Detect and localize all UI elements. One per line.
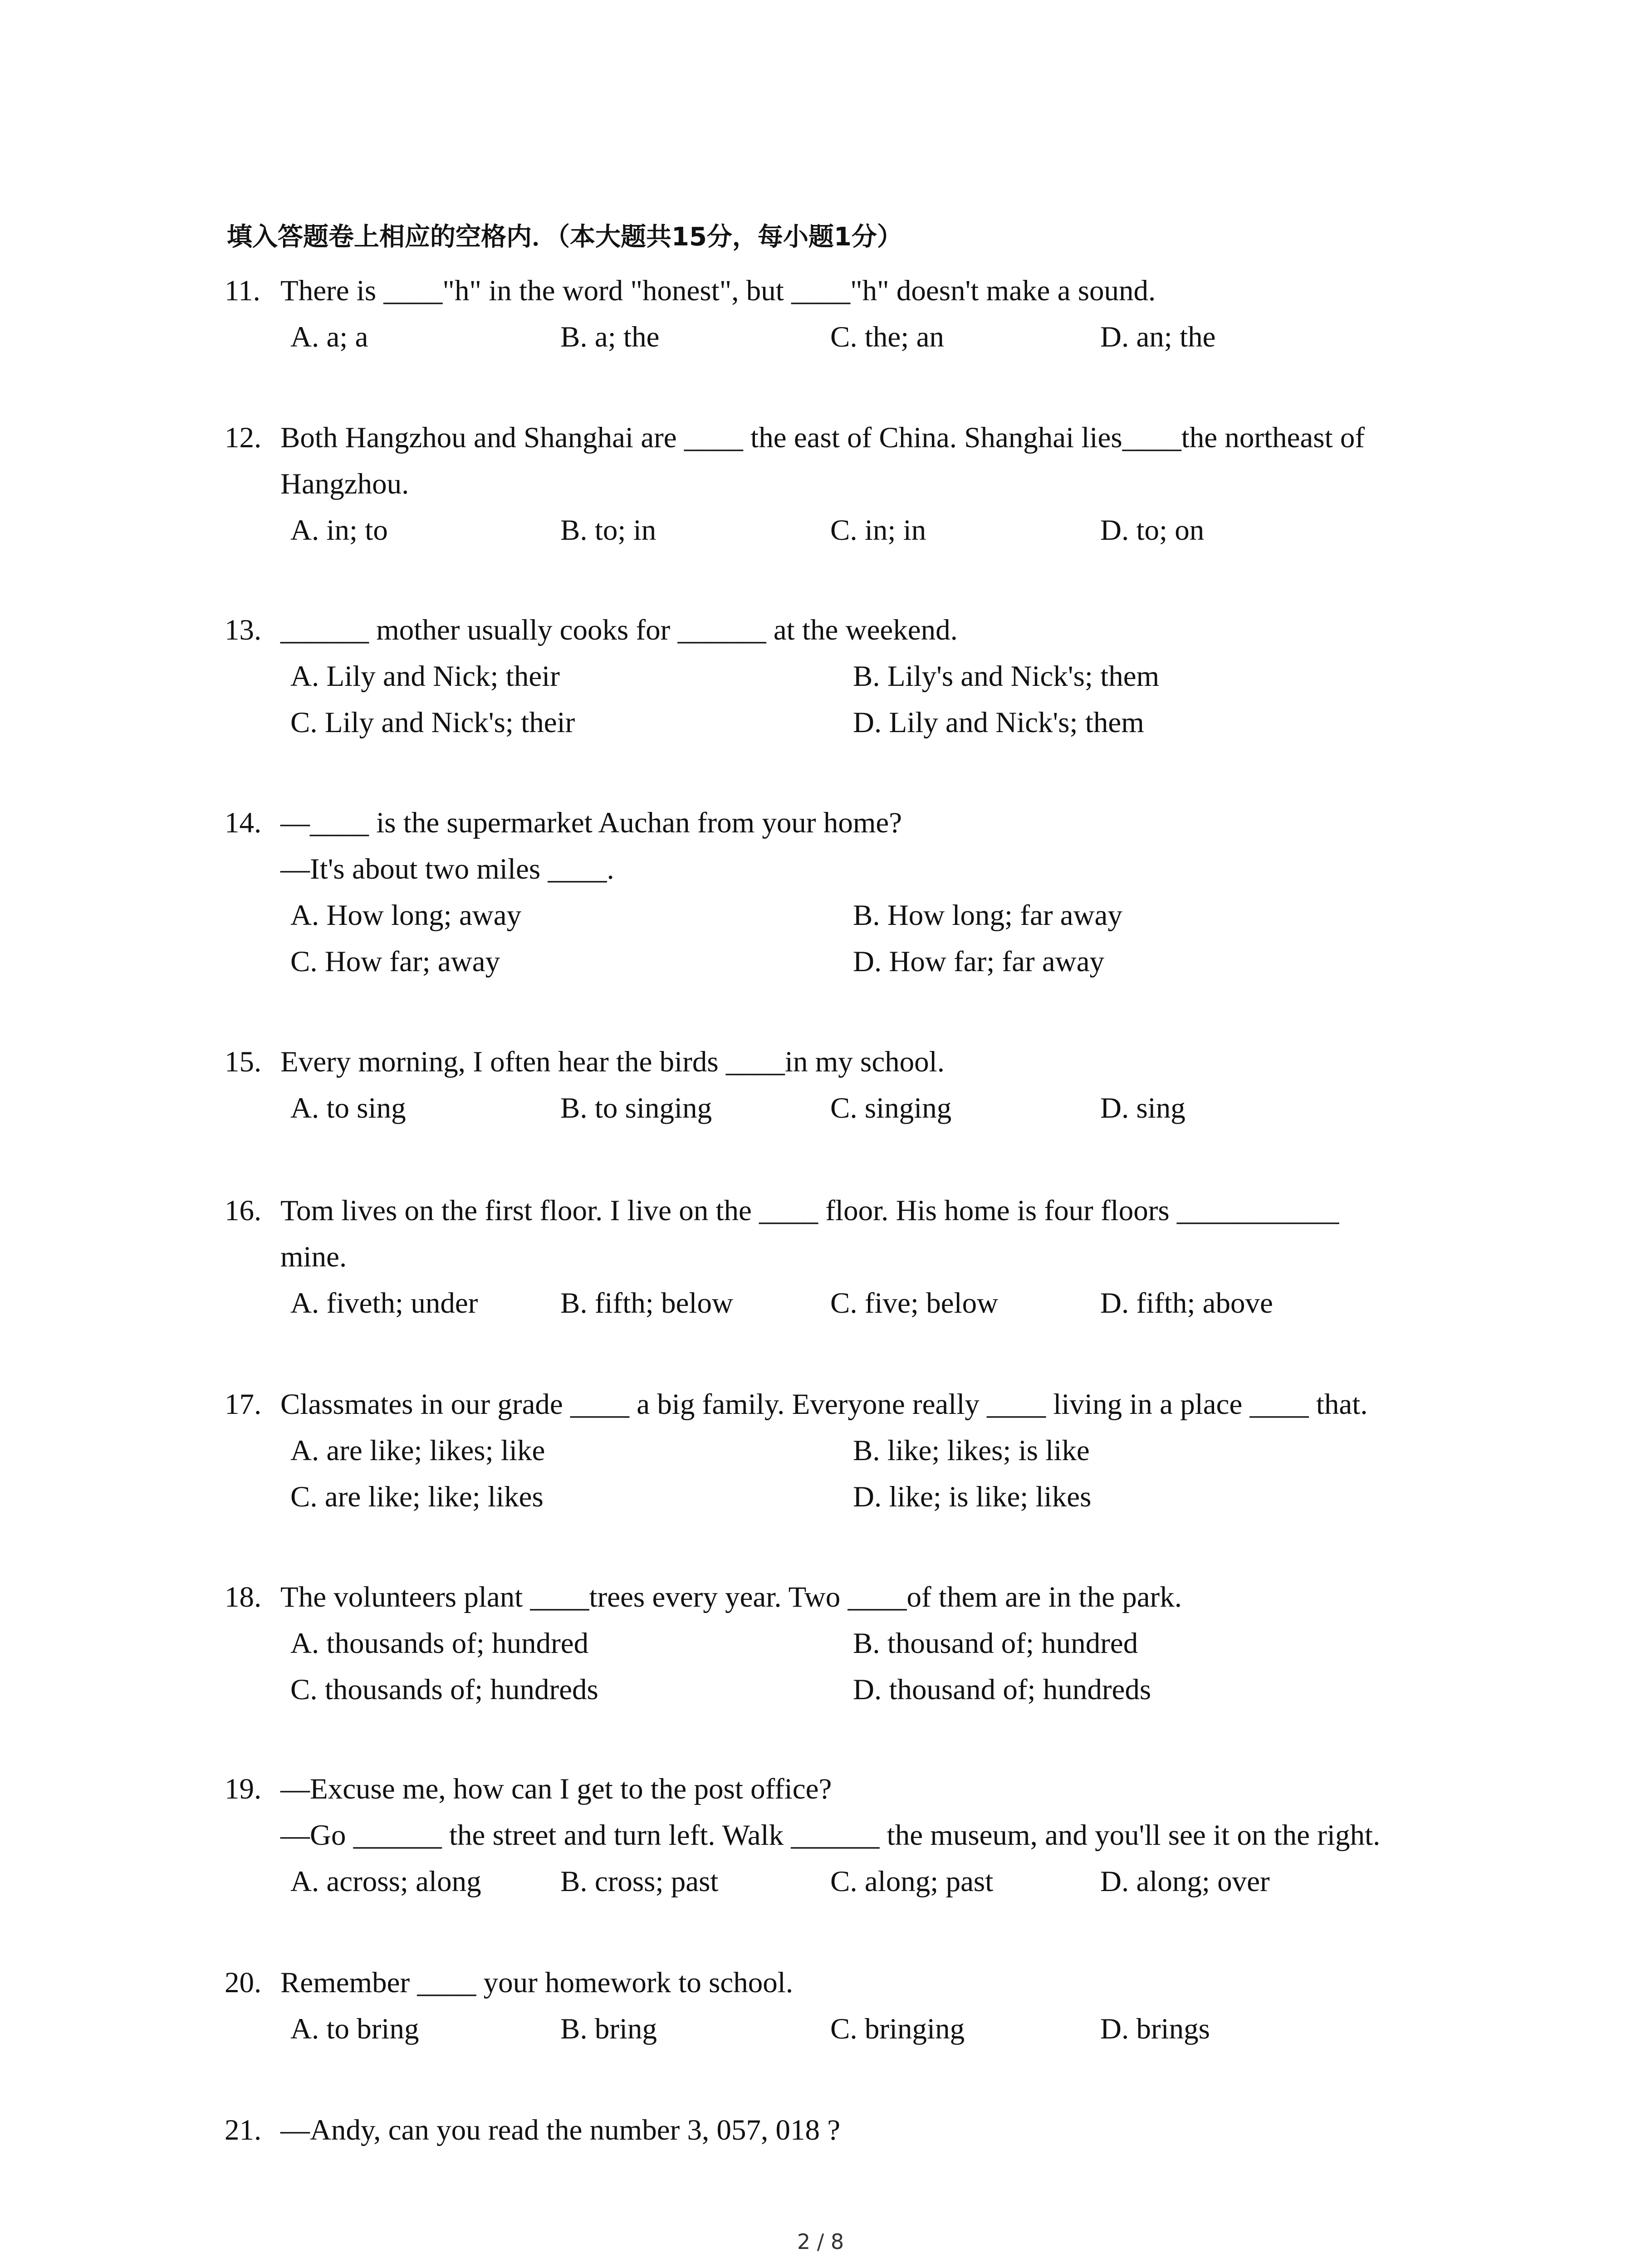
question-number: 20.: [225, 1966, 262, 1999]
question-stem-continued: Hangzhou.: [280, 468, 409, 500]
question-17: [225, 1381, 1450, 1520]
question-number: 19.: [225, 1773, 262, 1805]
question-stem: ______ mother usually cooks for ______ at the weekend.: [280, 614, 958, 646]
question-stem: Both Hangzhou and Shanghai are ____ the east of China. Shanghai lies____the northeast of: [280, 421, 1365, 454]
question-stem: —Excuse me, how can I get to the post office?: [280, 1773, 832, 1805]
question-stem: Classmates in our grade ____ a big family. Everyone really ____ living in a place ____ that.: [280, 1388, 1368, 1421]
option-c: C. are like; like; likes: [290, 1481, 544, 1513]
option-c: C. How far; away: [290, 945, 500, 978]
option-c: C. the; an: [830, 321, 944, 353]
option-b: B. How long; far away: [853, 899, 1122, 932]
question-18: [225, 1574, 1450, 1713]
question-number: 12.: [225, 421, 262, 454]
option-b: B. to singing: [560, 1092, 712, 1124]
option-d: D. to; on: [1100, 514, 1205, 547]
question-stem: Tom lives on the first floor. I live on the ____ floor. His home is four floors ___________: [280, 1194, 1339, 1227]
option-c: C. thousands of; hundreds: [290, 1673, 598, 1706]
option-c: C. Lily and Nick's; their: [290, 706, 575, 739]
question-number: 21.: [225, 2114, 262, 2146]
question-stem: Remember ____ your homework to school.: [280, 1966, 794, 1999]
question-number: 11.: [225, 274, 260, 307]
question-number: 16.: [225, 1194, 262, 1227]
option-c: C. five; below: [830, 1287, 999, 1320]
option-b: B. like; likes; is like: [853, 1434, 1090, 1467]
option-c: C. along; past: [830, 1865, 994, 1898]
option-a: A. in; to: [290, 514, 388, 547]
option-a: A. a; a: [290, 321, 368, 353]
option-d: D. brings: [1100, 2013, 1210, 2045]
page-number: 2 / 8: [797, 2229, 844, 2254]
section-header: 填入答题卷上相应的空格内．（本大题共15分，每小题1分）: [227, 222, 902, 252]
question-stem: —____ is the supermarket Auchan from your home?: [280, 807, 902, 839]
option-d: D. like; is like; likes: [853, 1481, 1092, 1513]
question-stem: The volunteers plant ____trees every year. Two ____of them are in the park.: [280, 1581, 1182, 1613]
question-stem: Every morning, I often hear the birds ____in my school.: [280, 1046, 945, 1078]
option-b: B. a; the: [560, 321, 660, 353]
option-b: B. thousand of; hundred: [853, 1627, 1138, 1660]
question-16: [225, 1188, 1450, 1326]
question-11: [225, 268, 1450, 360]
option-d: D. fifth; above: [1100, 1287, 1273, 1320]
option-b: B. Lily's and Nick's; them: [853, 660, 1160, 693]
question-21: [225, 2107, 1450, 2153]
option-c: C. in; in: [830, 514, 926, 547]
option-c: C. bringing: [830, 2013, 965, 2045]
question-stem: —Andy, can you read the number 3, 057, 018 ?: [280, 2114, 841, 2146]
question-number: 17.: [225, 1388, 262, 1421]
option-a: A. Lily and Nick; their: [290, 660, 560, 693]
question-20: [225, 1960, 1450, 2052]
question-number: 18.: [225, 1581, 262, 1613]
question-number: 13.: [225, 614, 262, 646]
question-stem-continued: —It's about two miles ____.: [280, 853, 614, 885]
question-number: 14.: [225, 807, 262, 839]
question-stem-continued: —Go ______ the street and turn left. Walk ______ the museum, and you'll see it on the right.: [280, 1819, 1381, 1852]
option-d: D. sing: [1100, 1092, 1185, 1124]
option-b: B. fifth; below: [560, 1287, 733, 1320]
question-stem: There is ____"h" in the word "honest", but ____"h" doesn't make a sound.: [280, 274, 1156, 307]
question-12: [225, 415, 1450, 553]
option-a: A. How long; away: [290, 899, 522, 932]
option-a: A. fiveth; under: [290, 1287, 478, 1320]
question-14: [225, 800, 1450, 985]
option-d: D. How far; far away: [853, 945, 1105, 978]
question-stem-continued: mine.: [280, 1241, 347, 1273]
option-b: B. bring: [560, 2013, 657, 2045]
option-b: B. cross; past: [560, 1865, 719, 1898]
question-19: [225, 1766, 1450, 1905]
option-a: A. to sing: [290, 1092, 406, 1124]
option-a: A. across; along: [290, 1865, 481, 1898]
option-d: D. along; over: [1100, 1865, 1270, 1898]
question-15: [225, 1039, 1450, 1131]
question-number: 15.: [225, 1046, 262, 1078]
option-c: C. singing: [830, 1092, 952, 1124]
option-d: D. thousand of; hundreds: [853, 1673, 1151, 1706]
question-13: [225, 607, 1450, 746]
option-d: D. Lily and Nick's; them: [853, 706, 1144, 739]
option-a: A. thousands of; hundred: [290, 1627, 589, 1660]
option-a: A. are like; likes; like: [290, 1434, 545, 1467]
option-b: B. to; in: [560, 514, 656, 547]
option-a: A. to bring: [290, 2013, 419, 2045]
option-d: D. an; the: [1100, 321, 1216, 353]
